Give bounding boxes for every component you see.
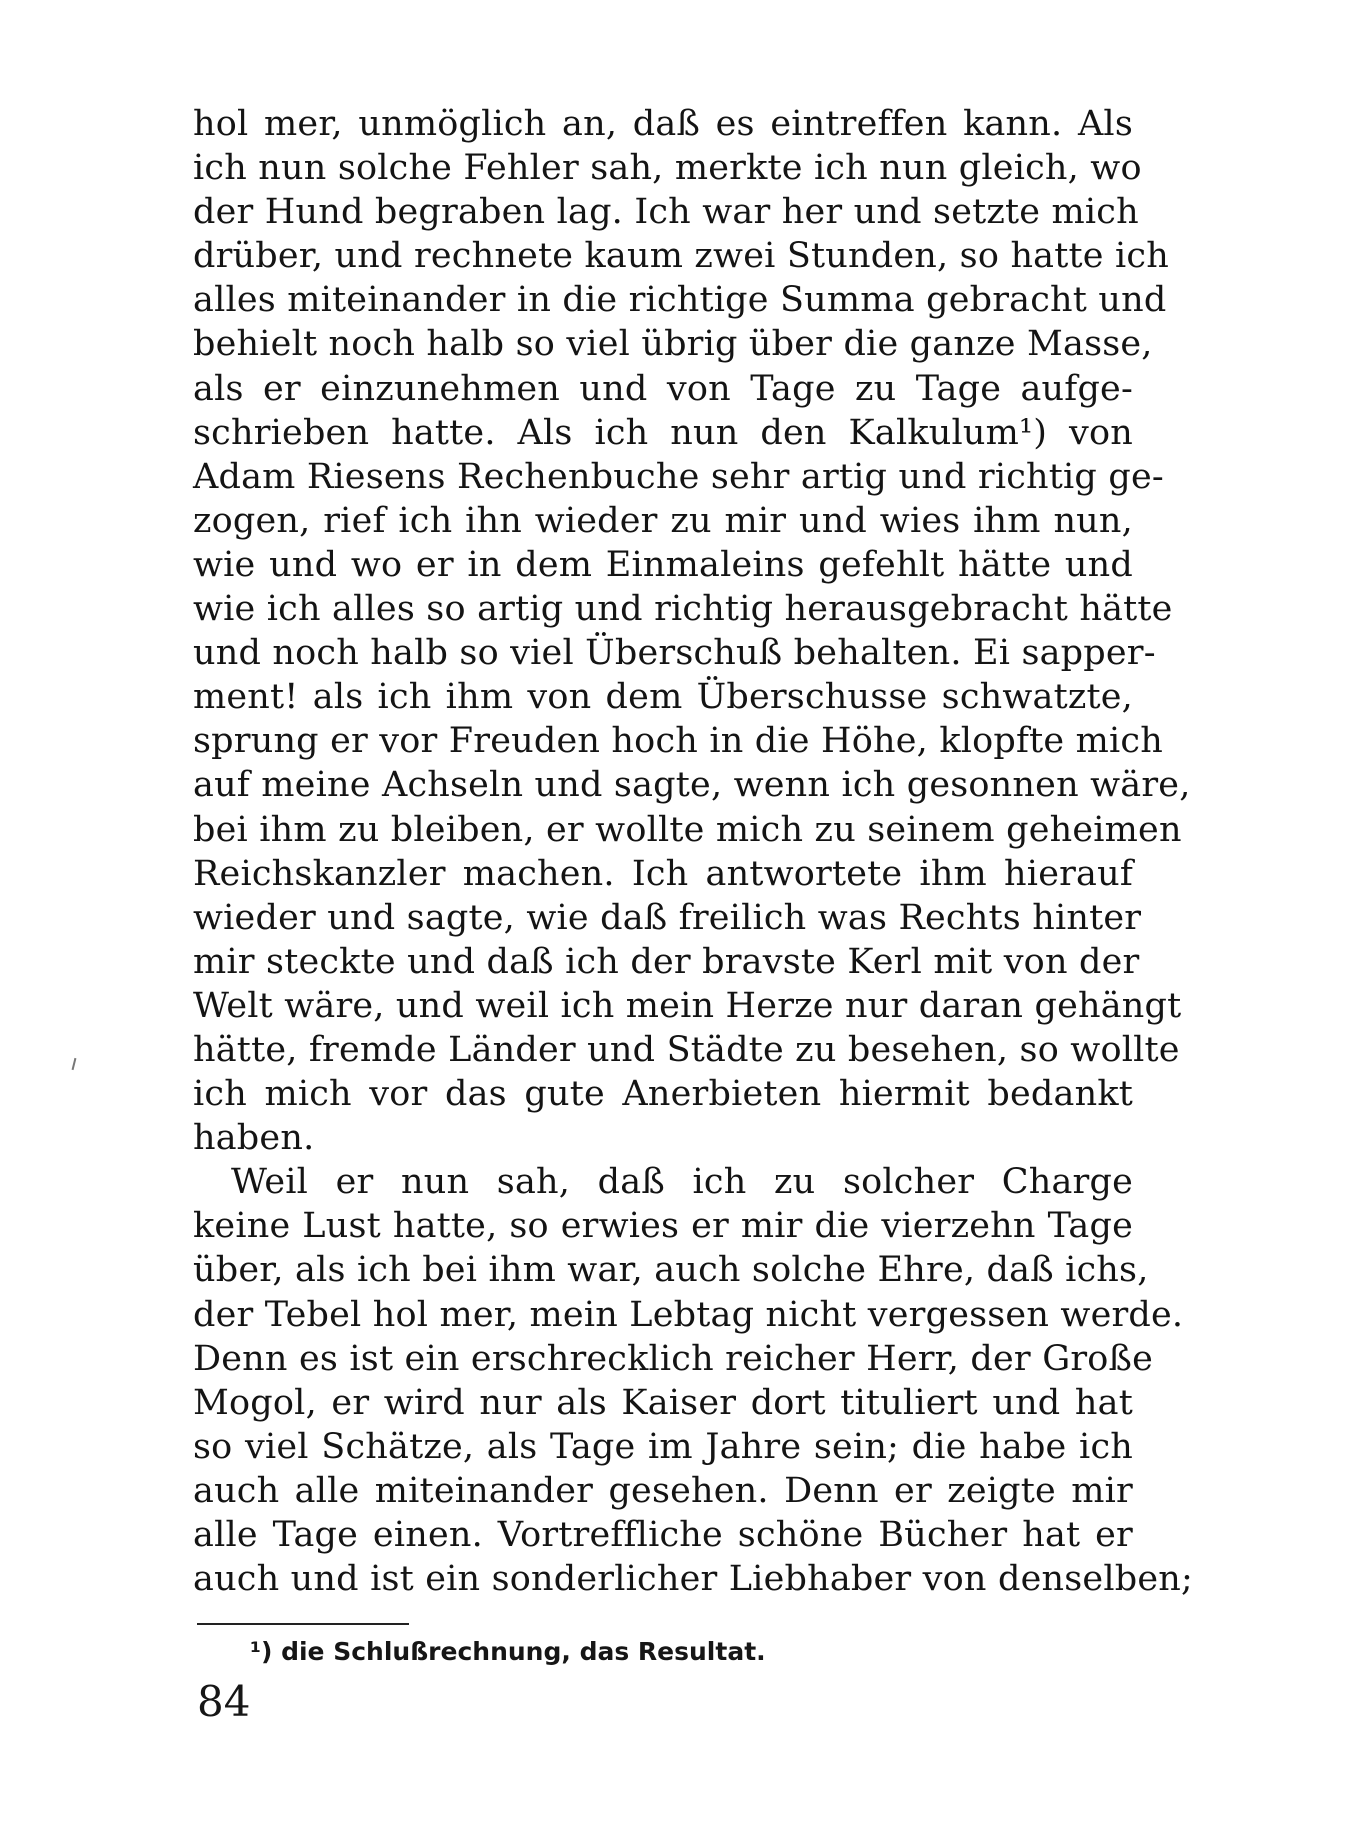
margin-mark — [72, 1058, 77, 1070]
text-line: drüber, und rechnete kaum zwei Stunden, so hatte ich — [193, 236, 1169, 277]
text-line: auf meine Achseln und sagte, wenn ich gesonnen wäre, — [193, 765, 1191, 806]
text-line-paragraph-end: haben. — [193, 1118, 315, 1159]
text-line: Mogol, er wird nur als Kaiser dort tituliert und hat — [193, 1382, 1133, 1423]
body-text — [193, 102, 1193, 1601]
text-line: ich nun solche Fehler sah, merkte ich nun gleich, wo — [193, 148, 1142, 189]
text-line: hätte, fremde Länder und Städte zu besehen, so wollte — [193, 1029, 1180, 1070]
text-line: auch und ist ein sonderlicher Liebhaber von denselben; — [193, 1559, 1193, 1600]
text-line: Denn es ist ein erschrecklich reicher Herr, der Große — [193, 1338, 1154, 1379]
text-line: wie ich alles so artig und richtig herausgebracht hätte — [193, 589, 1173, 630]
text-line: zogen, rief ich ihn wieder zu mir und wies ihm nun, — [193, 500, 1133, 541]
text-line: mir steckte und daß ich der bravste Kerl mit von der — [193, 941, 1140, 982]
text-line: ment! als ich ihm von dem Überschusse schwatzte, — [193, 677, 1133, 718]
footnote-divider — [197, 1623, 409, 1625]
text-line: bei ihm zu bleiben, er wollte mich zu seinem geheimen — [193, 809, 1182, 850]
text-line: so viel Schätze, als Tage im Jahre sein; die habe ich — [193, 1426, 1133, 1467]
text-line: Adam Riesens Rechenbuche sehr artig und richtig ge- — [193, 456, 1164, 497]
text-line: als er einzunehmen und von Tage zu Tage aufge- — [193, 368, 1133, 409]
text-line: Reichskanzler machen. Ich antwortete ihm hierauf — [193, 853, 1133, 894]
text-line: und noch halb so viel Überschuß behalten. Ei sapper- — [193, 633, 1156, 674]
text-line: behielt noch halb so viel übrig über die ganze Masse, — [193, 324, 1153, 365]
text-line: der Hund begraben lag. Ich war her und setzte mich — [193, 192, 1139, 233]
text-line-paragraph-start: Weil er nun sah, daß ich zu solcher Charge — [231, 1162, 1133, 1203]
text-line: hol mer, unmöglich an, daß es eintreffen kann. Als — [193, 104, 1133, 144]
text-line: über, als ich bei ihm war, auch solche Ehre, daß ichs, — [193, 1250, 1149, 1291]
text-line: alle Tage einen. Vortreffliche schöne Bücher hat er — [193, 1515, 1133, 1555]
text-line: Welt wäre, und weil ich mein Herze nur daran gehängt — [193, 985, 1182, 1026]
text-line: auch alle miteinander gesehen. Denn er zeigte mir — [193, 1470, 1133, 1511]
text-line: wie und wo er in dem Einmaleins gefehlt hätte und — [193, 544, 1133, 585]
text-line: sprung er vor Freuden hoch in die Höhe, klopfte mich — [193, 721, 1163, 762]
text-line: ich mich vor das gute Anerbieten hiermit bedankt — [193, 1074, 1133, 1115]
text-line: alles miteinander in die richtige Summa gebracht und — [193, 280, 1167, 321]
text-line: der Tebel hol mer, mein Lebtag nicht vergessen werde. — [193, 1294, 1184, 1335]
page-number: 84 — [197, 1677, 251, 1726]
footnote: ¹) die Schlußrechnung, das Resultat. — [250, 1637, 766, 1666]
text-line: wieder und sagte, wie daß freilich was Rechts hinter — [193, 897, 1142, 938]
text-line: keine Lust hatte, so erwies er mir die vierzehn Tage — [193, 1206, 1133, 1247]
text-line: schrieben hatte. Als ich nun den Kalkulum¹) von — [193, 412, 1133, 453]
